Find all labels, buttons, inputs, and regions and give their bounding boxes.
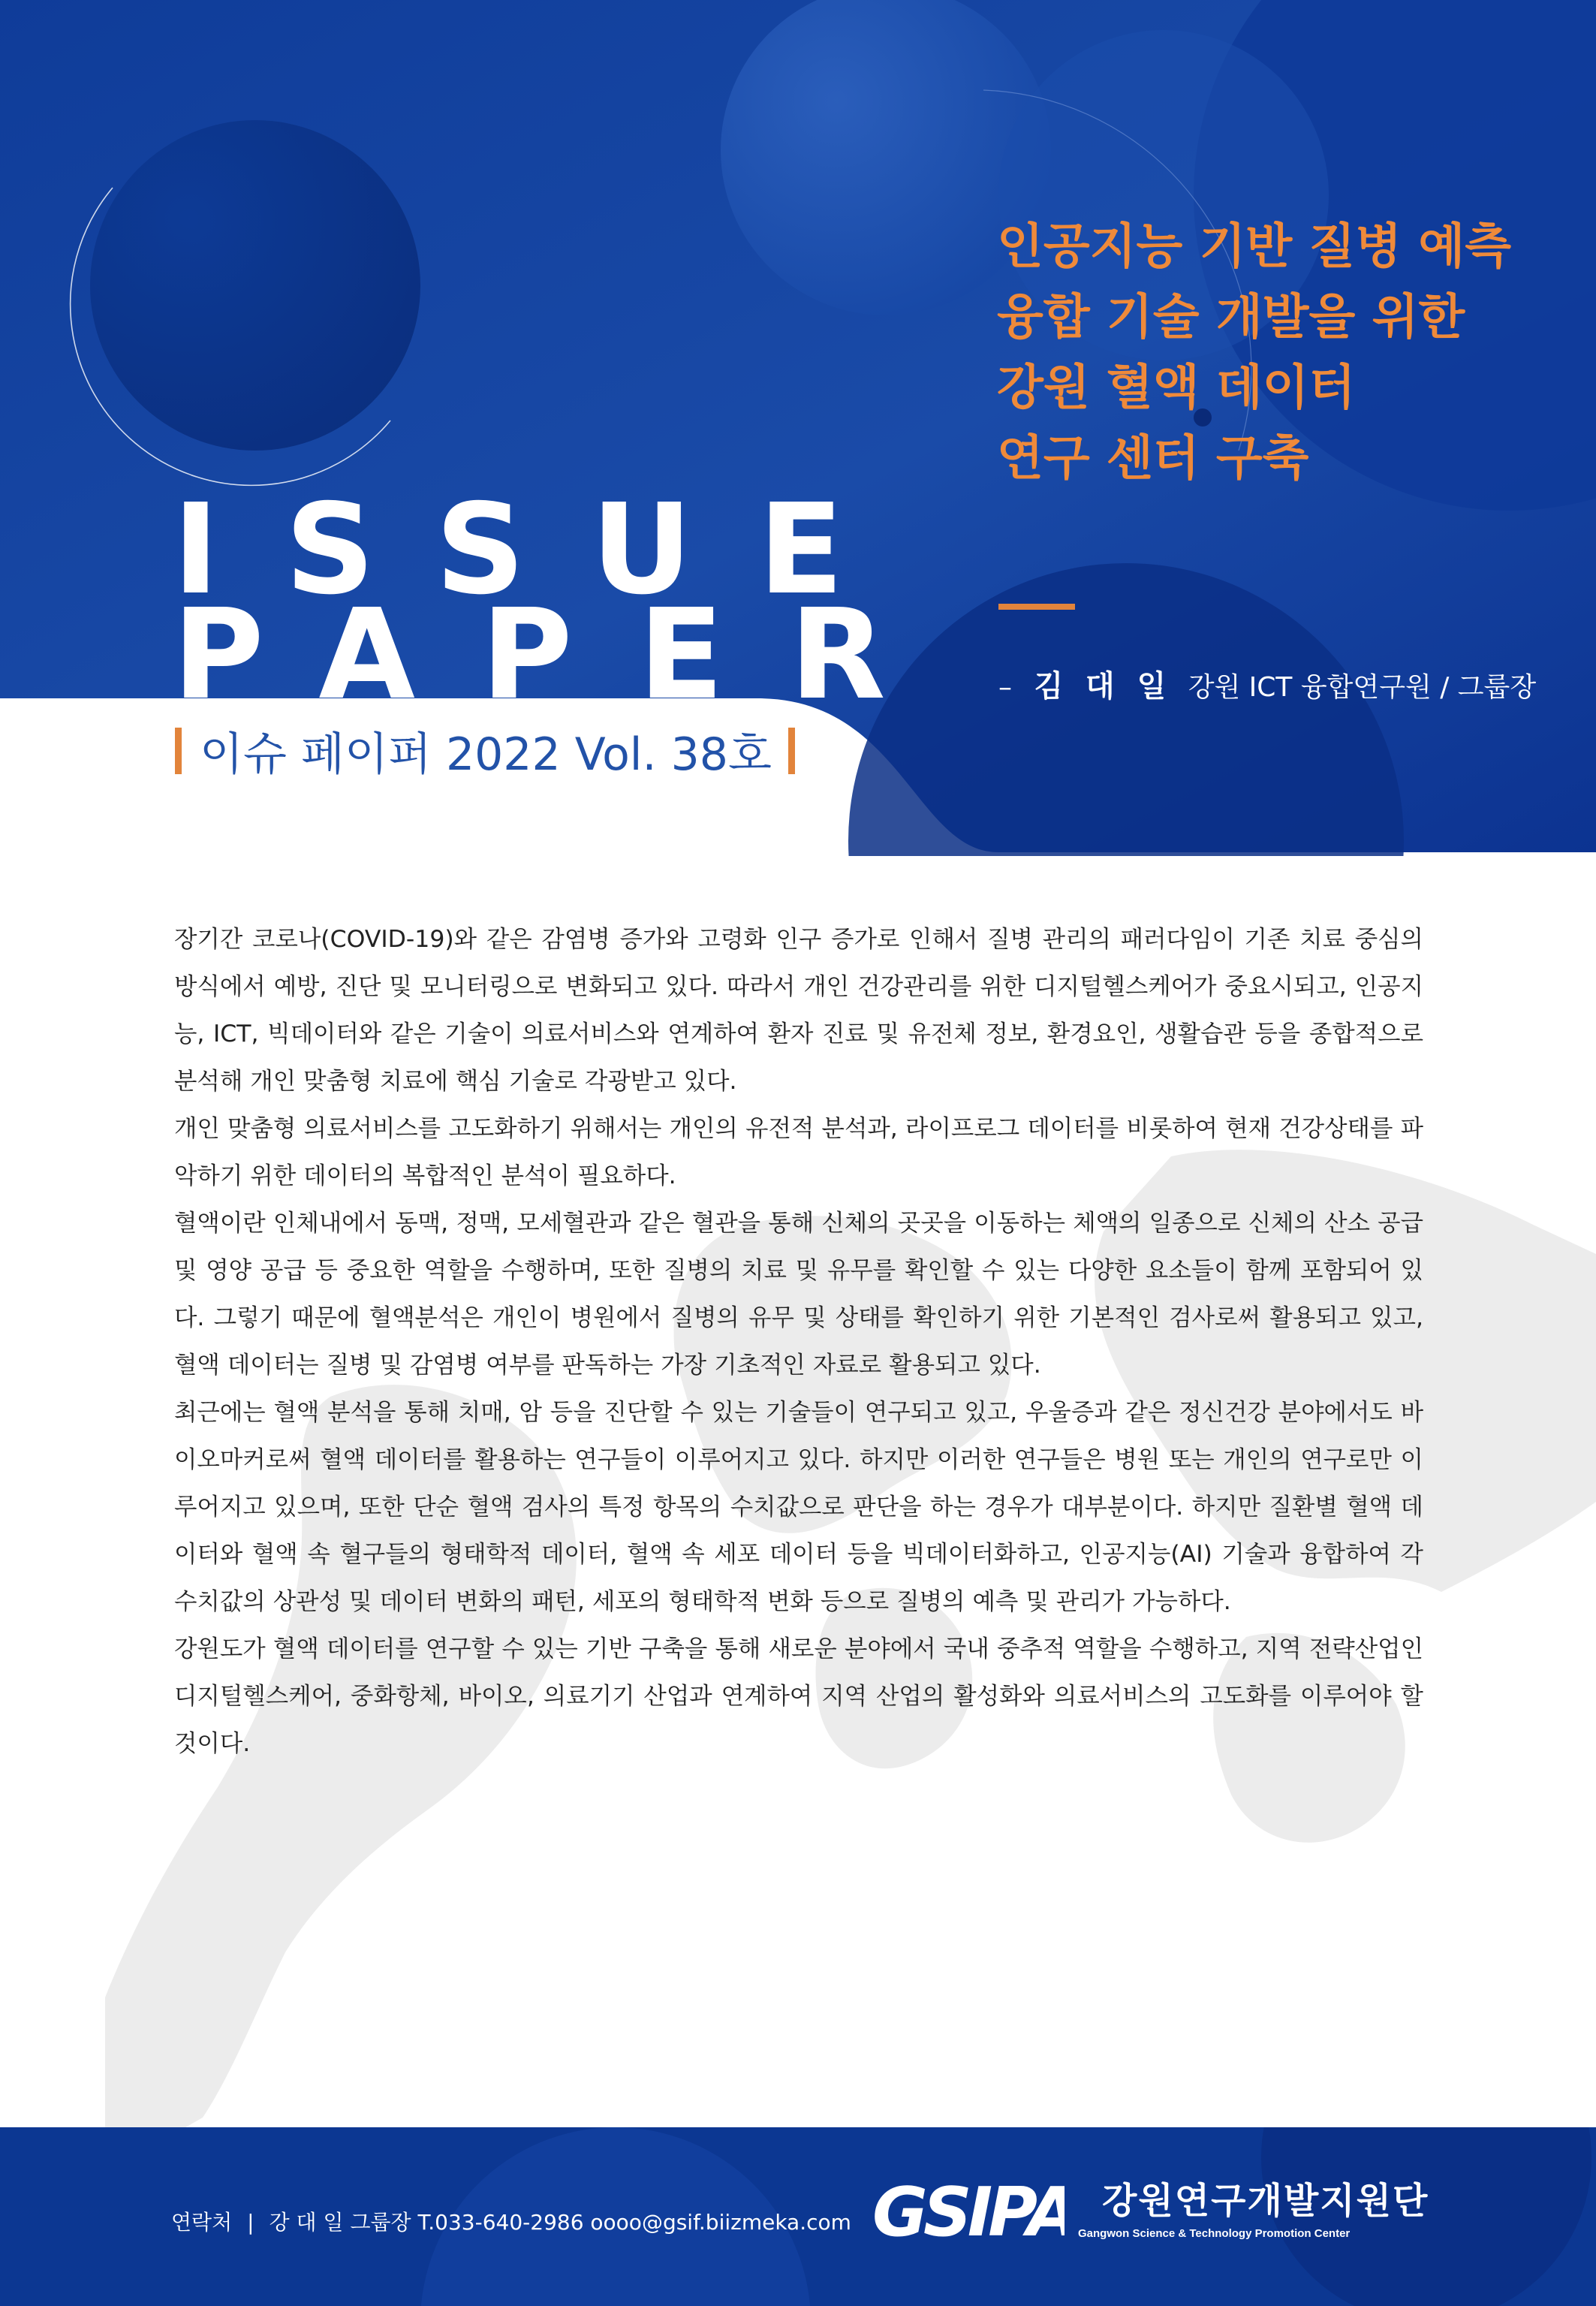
article-body <box>174 916 1423 1768</box>
contact-info: 강 대 일 그룹장 T.033-640-2986 oooo@gsif.biizmeka.com <box>269 2210 851 2235</box>
body-paragraph: 강원도가 혈액 데이터를 연구할 수 있는 기반 구축을 통해 새로운 분야에서 국내 중추적 역할을 수행하고, 지역 전략산업인 디지털헬스케어, 중화항체, 바이오, 의료기기 산업과 연계하여 지역 산업의 활성화와 의료서비스의 고도화를 이루어야 할 것이다. <box>174 1635 1423 1757</box>
contact-label: 연락처 <box>171 2210 233 2235</box>
org-name-english: Gangwon Science & Technology Promotion Center <box>1078 2227 1351 2240</box>
issue-title-line2: PAPER <box>173 583 952 728</box>
author-byline <box>998 662 1536 705</box>
org-name-korean: 강원연구개발지원단 <box>1102 2180 1429 2222</box>
author-name: 김 대 일 <box>1034 669 1173 704</box>
contact-separator: | <box>247 2210 254 2235</box>
article-headline <box>997 212 1567 494</box>
headline-line: 연구 센터 구축 <box>997 431 1309 487</box>
headline-divider <box>998 604 1075 610</box>
subtitle-text: 이슈 페이퍼 2022 Vol. 38호 <box>200 728 772 781</box>
subtitle-left-bar <box>175 728 182 774</box>
footer-contact <box>171 2206 851 2236</box>
body-paragraph: 최근에는 혈액 분석을 통해 치매, 암 등을 진단할 수 있는 기술들이 연구되고 있고, 우울증과 같은 정신건강 분야에서도 바이오마커로써 혈액 데이터를 활용하는 연구들이 이루어지고 있다. 하지만 이러한 연구들은 병원 또는 개인의 연구로만 이루어지고 있으며, 또한 단순 혈액 검사의 특정 항목의 수치값으로 판단을 하는 경우가 대부분이다. 하지만 질환별 혈액 데이터와 혈액 속 혈구들의 형태학적 데이터, 혈액 속 세포 데이터 등을 빅데이터화하고, 인공지능(AI) 기술과 융합하여 각 수치값의 상관성 및 데이터 변화의 패턴, 세포의 형태학적 변화 등으로 질병의 예측 및 관리가 가능하다. <box>174 1399 1423 1615</box>
body-paragraph: 혈액이란 인체내에서 동맥, 정맥, 모세혈관과 같은 혈관을 통해 신체의 곳곳을 이동하는 체액의 일종으로 신체의 산소 공급 및 영양 공급 등 중요한 역할을 수행하며, 또한 질병의 치료 및 유무를 확인할 수 있는 다양한 요소들이 함께 포함되어 있다. 그렇기 때문에 혈액분석은 개인이 병원에서 질병의 유무 및 상태를 확인하기 위한 기본적인 검사로써 활용되고 있고, 혈액 데이터는 질병 및 감염병 여부를 판독하는 가장 기초적인 자료로 활용되고 있다. <box>174 1210 1423 1379</box>
body-paragraph: 개인 맞춤형 의료서비스를 고도화하기 위해서는 개인의 유전적 분석과, 라이프로그 데이터를 비롯하여 현재 건강상태를 파악하기 위한 데이터의 복합적인 분석이 필요하다. <box>174 1115 1423 1189</box>
headline-line: 융합 기술 개발을 위한 <box>997 290 1465 345</box>
issue-title-line1: ISSUE <box>173 478 910 622</box>
gsipa-logo-icon <box>871 2174 1065 2246</box>
issue-subtitle <box>175 721 795 781</box>
body-paragraph: 장기간 코로나(COVID-19)와 같은 감염병 증가와 고령화 인구 증가로 인해서 질병 관리의 패러다임이 기존 치료 중심의 방식에서 예방, 진단 및 모니터링으로 변화되고 있다. 따라서 개인 건강관리를 위한 디지털헬스케어가 중요시되고, 인공지능, ICT, 빅데이터와 같은 기술이 의료서비스와 연계하여 환자 진료 및 유전체 정보, 환경요인, 생활습관 등을 종합적으로 분석해 개인 맞춤형 치료에 핵심 기술로 각광받고 있다. <box>174 926 1423 1095</box>
subtitle-right-bar <box>788 728 795 774</box>
author-dash: – <box>998 672 1012 703</box>
author-affiliation: 강원 ICT 융합연구원 / 그룹장 <box>1188 672 1537 703</box>
headline-line: 인공지능 기반 질병 예측 <box>997 219 1512 275</box>
logo-text: GSIPA <box>872 2174 1065 2246</box>
headline-line: 강원 혈액 데이터 <box>997 360 1356 416</box>
